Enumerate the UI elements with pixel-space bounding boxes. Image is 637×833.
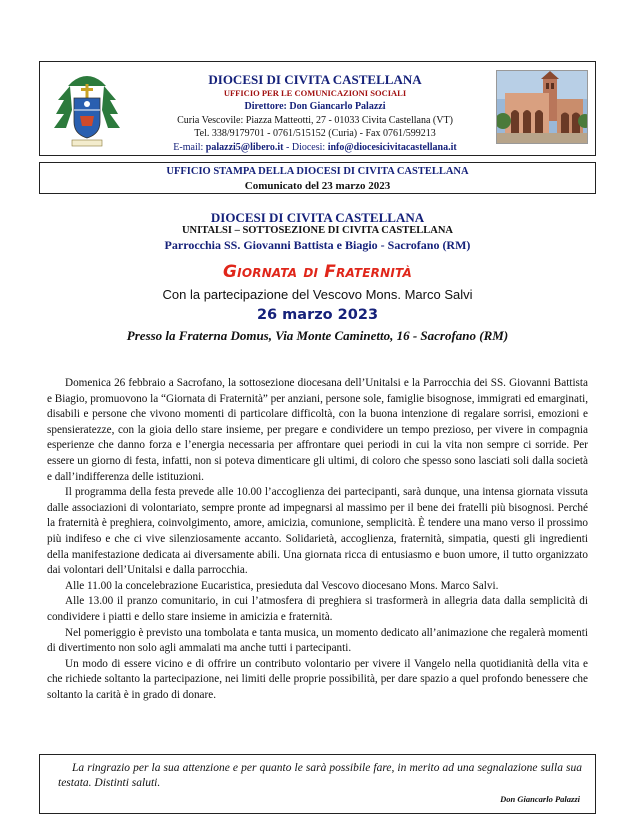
- email-link-diocese[interactable]: info@diocesicivitacastellana.it: [327, 141, 457, 153]
- event-title: Giornata di Fraternità: [223, 262, 412, 282]
- event-participation: Con la partecipazione del Vescovo Mons. Marco Salvi: [162, 287, 473, 302]
- event-date: 26 marzo 2023: [256, 307, 379, 323]
- closing-text: La ringrazio per la sua attenzione e per quanto le sarà possibile fare, in merito ad una segnalazione sulla sua testata. Distinti saluti.: [58, 762, 582, 789]
- cathedral-photo: [496, 70, 588, 144]
- press-office-title: UFFICIO STAMPA DELLA DIOCESI DI CIVITA CASTELLANA: [166, 166, 469, 177]
- letterhead: [39, 61, 596, 156]
- press-release-date: Comunicato del 23 marzo 2023: [244, 180, 391, 192]
- press-office-box: [39, 162, 596, 194]
- email-prefix: E-mail:: [173, 141, 206, 153]
- letterhead-phones: Tel. 338/9179701 - 0761/515152 (Curia) - Fax 0761/599213: [194, 128, 436, 139]
- signature: Don Giancarlo Palazzi: [500, 794, 580, 804]
- paragraph: Domenica 26 febbraio a Sacrofano, la sottosezione diocesana dell’Unitalsi e la Parrocchia dei SS. Giovanni Battista e Biagio, promuovono la “Giornata di Fraternità” per anziani, persone sole, famiglie bisognose, immigrati ed emarginati, disabili e persone che vivono momenti di particolare difficoltà, con la buona intenzione di regalare sorrisi, emozioni e spensieratezze, con la gioia dello stare insieme, per pregare e condividere un tempo prezioso, per vivere in compagnia esperienze che danno forza e l’energia necessaria per affrontare quei periodi in cui la vita non sempre ci sorride. Per essere un giorno di festa, infatti, non si poteva dimenticare gli ultimi, di coloro che spesso sono lasciati soli dalla società e dall’indifferenza delle istituzioni.: [47, 377, 588, 483]
- letterhead-director: Direttore: Don Giancarlo Palazzi: [244, 101, 386, 112]
- diocese-coat-of-arms-icon: [52, 70, 122, 150]
- email-link-personal[interactable]: palazzi5@libero.it: [205, 141, 284, 153]
- diocese-heading: DIOCESI DI CIVITA CASTELLANA: [210, 210, 425, 225]
- unitalsi-heading: UNITALSI – SOTTOSEZIONE DI CIVITA CASTELLANA: [181, 225, 454, 236]
- paragraph: Il programma della festa prevede alle 10.00 l’accoglienza dei partecipanti, sarà dunque, una intensa giornata vissuta dalle associazioni di volontariato, sempre pronte ad impegnarsi al massimo per il bene dei fratelli più bisognosi. Perché la fraternità è preghiera, coinvolgimento, amore, amicizia, comunione, semplicità. È tendere una mano verso il prossimo più indifeso e che ci vive silenziosamente accanto. Solidarietà, accoglienza, fraternità, simpatia, questi gli ingredienti della manifestazione dedicata ai diversamente abili. Una giornata ricca di entusiasmo e buon umore, il tutto organizzato dai volontari dell’Unitalsi e dalla parrocchia.: [47, 486, 588, 577]
- letterhead-office: UFFICIO PER LE COMUNICAZIONI SOCIALI: [223, 87, 407, 98]
- letterhead-title: DIOCESI DI CIVITA CASTELLANA: [208, 72, 422, 87]
- paragraph: Un modo di essere vicino e di offrire un contributo volontario per vivere il Vangelo nella quotidianità della vita e che richiede soltanto la partecipazione, nei limiti delle proprie possibilità, per dare spazio a quel profondo benessere che soltanto la carità è in grado di donare.: [47, 657, 588, 701]
- closing-box: [39, 754, 596, 814]
- letterhead-email: [135, 141, 495, 155]
- paragraph: Nel pomeriggio è previsto una tombolata e tanta musica, un momento dedicato all’animazione che regalerà momenti di divertimento non solo agli ammalati ma anche tutti i partecipanti.: [47, 626, 588, 655]
- article-body: [47, 376, 588, 703]
- paragraph: Alle 11.00 la concelebrazione Eucaristica, presieduta dal Vescovo diocesano Mons. Marco Salvi.: [65, 579, 499, 592]
- letterhead-address: Curia Vescovile: Piazza Matteotti, 27 - 01033 Civita Castellana (VT): [177, 114, 453, 126]
- paragraph: Alle 13.00 il pranzo comunitario, in cui l’atmosfera di preghiera si trasformerà in allegria data dalla semplicità di condividere i piatti e dello stare insieme in amicizia e fraternità.: [47, 595, 588, 623]
- parish-heading: Parrocchia SS. Giovanni Battista e Biagio - Sacrofano (RM): [164, 238, 471, 252]
- email-separator: - Diocesi:: [283, 141, 328, 153]
- letterhead-text: [135, 73, 495, 154]
- event-location: Presso la Fraterna Domus, Via Monte Caminetto, 16 - Sacrofano (RM): [126, 328, 509, 343]
